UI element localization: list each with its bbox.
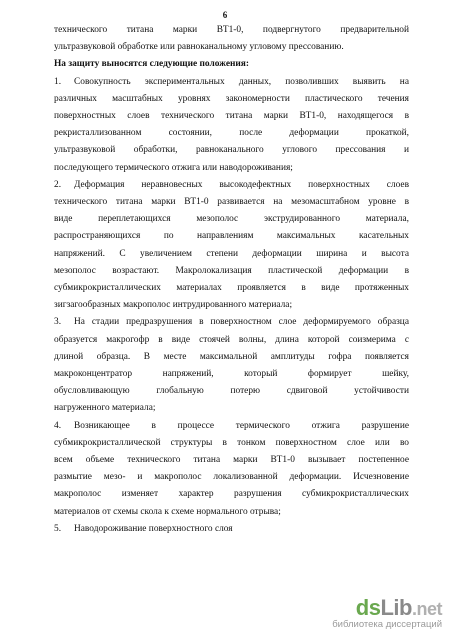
list-item-line: напряжений. С увеличением степени деформации ширина и высота <box>54 248 409 259</box>
intro-line: ультразвуковой обработке или равноканальному угловому прессованию. <box>54 42 344 53</box>
list-item-line: различных масштабных уровнях закономерности пластического течения <box>54 93 409 104</box>
list-item-number: 2. <box>54 179 62 190</box>
list-item <box>54 521 409 538</box>
list-item-line: Наводороживание поверхностного слоя <box>74 523 233 534</box>
list-item-line: рекристаллизованном состоянии, после деформации прокаткой, <box>54 128 409 139</box>
list-item-line: субмикрокристаллической структуры в тонком поверхностном слое или во <box>54 437 409 448</box>
list-item-number: 5. <box>54 523 62 534</box>
dslib-logo: dsLib.net <box>355 595 442 620</box>
list-item <box>54 314 409 417</box>
list-item-line: мезополос возрастают. Макролокализация пластической деформации в <box>54 265 409 276</box>
list-item-number: 3. <box>54 317 62 328</box>
intro-paragraph <box>54 22 409 56</box>
list-item-line: всем объеме технического титана марки ВТ1-0 вызывает постепенное <box>54 455 409 466</box>
list-item-line: последующего термического отжига или наводороживания; <box>54 162 293 173</box>
list-item-line: технического титана марки ВТ1-0 развивается на мезомасштабном уровне в <box>54 197 409 208</box>
list-item-line: материалов от схемы скола к схеме нормального отрыва; <box>54 506 281 517</box>
list-item <box>54 418 409 521</box>
intro-line: технического титана марки ВТ1-0, подвергнутого предварительной <box>54 25 409 35</box>
list-item-line: образуется макрогофр в виде стоячей волны, длина которой соизмерима с <box>54 334 409 345</box>
list-item-line: макрополос изменяет характер разрушения субмикрокристаллических <box>54 489 409 500</box>
list-item-line: Возникающее в процессе термического отжига разрушение <box>74 420 409 431</box>
list-item-line: обусловливающую глобальную потерю сдвиговой устойчивости <box>54 386 409 397</box>
list-item-line: Совокупность экспериментальных данных, позволивших выявить на <box>74 76 409 87</box>
list-item-number: 4. <box>54 420 62 431</box>
list-item-line: На стадии предразрушения в поверхностном слое деформируемого образца <box>74 317 409 328</box>
section-heading: На защиту выносятся следующие положения: <box>54 59 249 70</box>
list-item-line: виде переплетающихся мезополос экструдированного материала, <box>54 214 409 225</box>
list-item-line: распространяющихся по направлениям максимальных касательных <box>54 231 409 242</box>
dslib-subtitle: библиотека диссертаций <box>332 619 442 630</box>
positions-list <box>54 74 409 538</box>
list-item-line: ультразвуковой обработки, равноканального углового прессования и <box>54 145 409 156</box>
list-item-number: 1. <box>54 76 62 87</box>
list-item-line: длиной образца. В месте максимальной амплитуды гофра появляется <box>54 351 409 362</box>
list-item-line: нагруженного материала; <box>54 403 156 414</box>
list-item <box>54 74 409 177</box>
list-item-line: Деформация неравновесных высокодефектных поверхностных слоев <box>74 179 409 190</box>
list-item-line: зигзагообразных макрополос интрудированного материала; <box>54 300 293 311</box>
dslib-watermark <box>314 595 442 631</box>
list-item-line: макроконцентратор напряжений, который формирует шейку, <box>54 369 409 380</box>
list-item-line: размытие мезо- и макрополос локализованной деформации. Исчезновение <box>54 472 409 483</box>
list-item-line: поверхностных слоев технического титана марки ВТ1-0, находящегося в <box>54 111 409 122</box>
page-number: 6 <box>222 10 228 20</box>
document-body <box>54 22 409 538</box>
list-item-line: субмикрокристаллических материалах проявляется в виде протяженных <box>54 283 409 294</box>
list-item <box>54 177 409 315</box>
